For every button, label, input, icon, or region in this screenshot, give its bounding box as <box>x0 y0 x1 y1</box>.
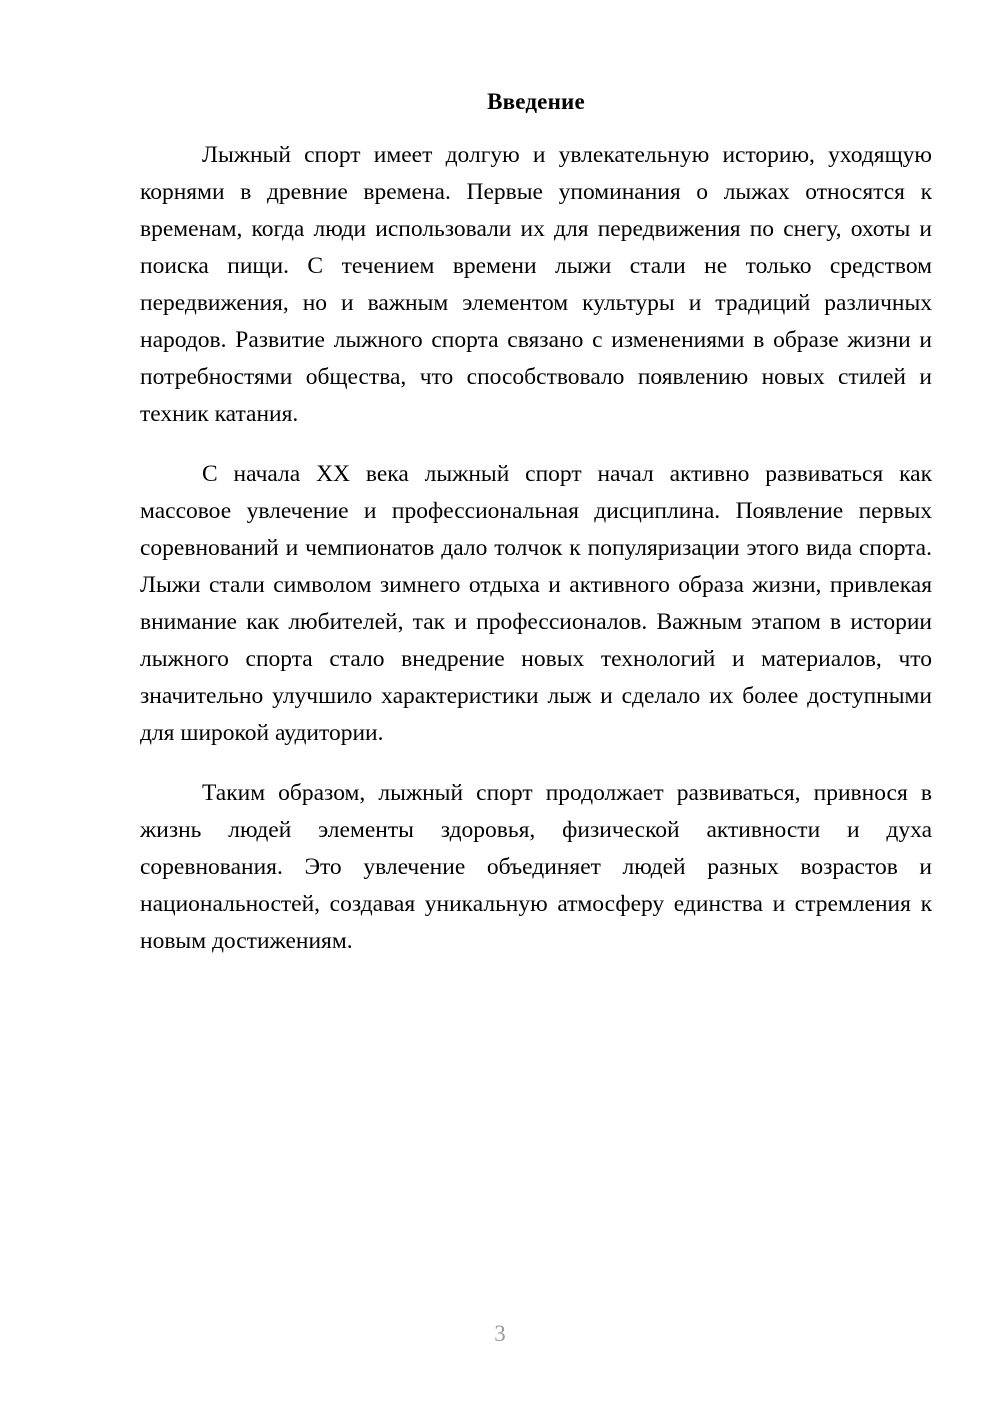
page-title: Введение <box>487 89 585 114</box>
paragraph-1: Лыжный спорт имеет долгую и увлекательную историю, уходящую корнями в древние времена. Первые упоминания о лыжах относятся к временам, когда люди использовали их для передвижения по снегу, охоты и поиска пищи. С течением времени лыжи стали не только средством передвижения, но и важным элементом культуры и традиций различных народов. Развитие лыжного спорта связано с изменениями в образе жизни и потребностями общества, что способствовало появлению новых стилей и техник катания. <box>140 141 932 427</box>
page-number: 3 <box>494 1321 506 1346</box>
document-body <box>140 88 932 960</box>
paragraph-3: Таким образом, лыжный спорт продолжает развиваться, привнося в жизнь людей элементы здоровья, физической активности и духа соревнования. Это увлечение объединяет людей разных возрастов и национальностей, создавая уникальную атмосферу единства и стремления к новым достижениям. <box>140 779 932 954</box>
paragraph-2: С начала XX века лыжный спорт начал активно развиваться как массовое увлечение и профессиональная дисциплина. Появление первых соревнований и чемпионатов дало толчок к популяризации этого вида спорта. Лыжи стали символом зимнего отдыха и активного образа жизни, привлекая внимание как любителей, так и профессионалов. Важным этапом в истории лыжного спорта стало внедрение новых технологий и материалов, что значительно улучшило характеристики лыж и сделало их более доступными для широкой аудитории. <box>140 460 932 746</box>
